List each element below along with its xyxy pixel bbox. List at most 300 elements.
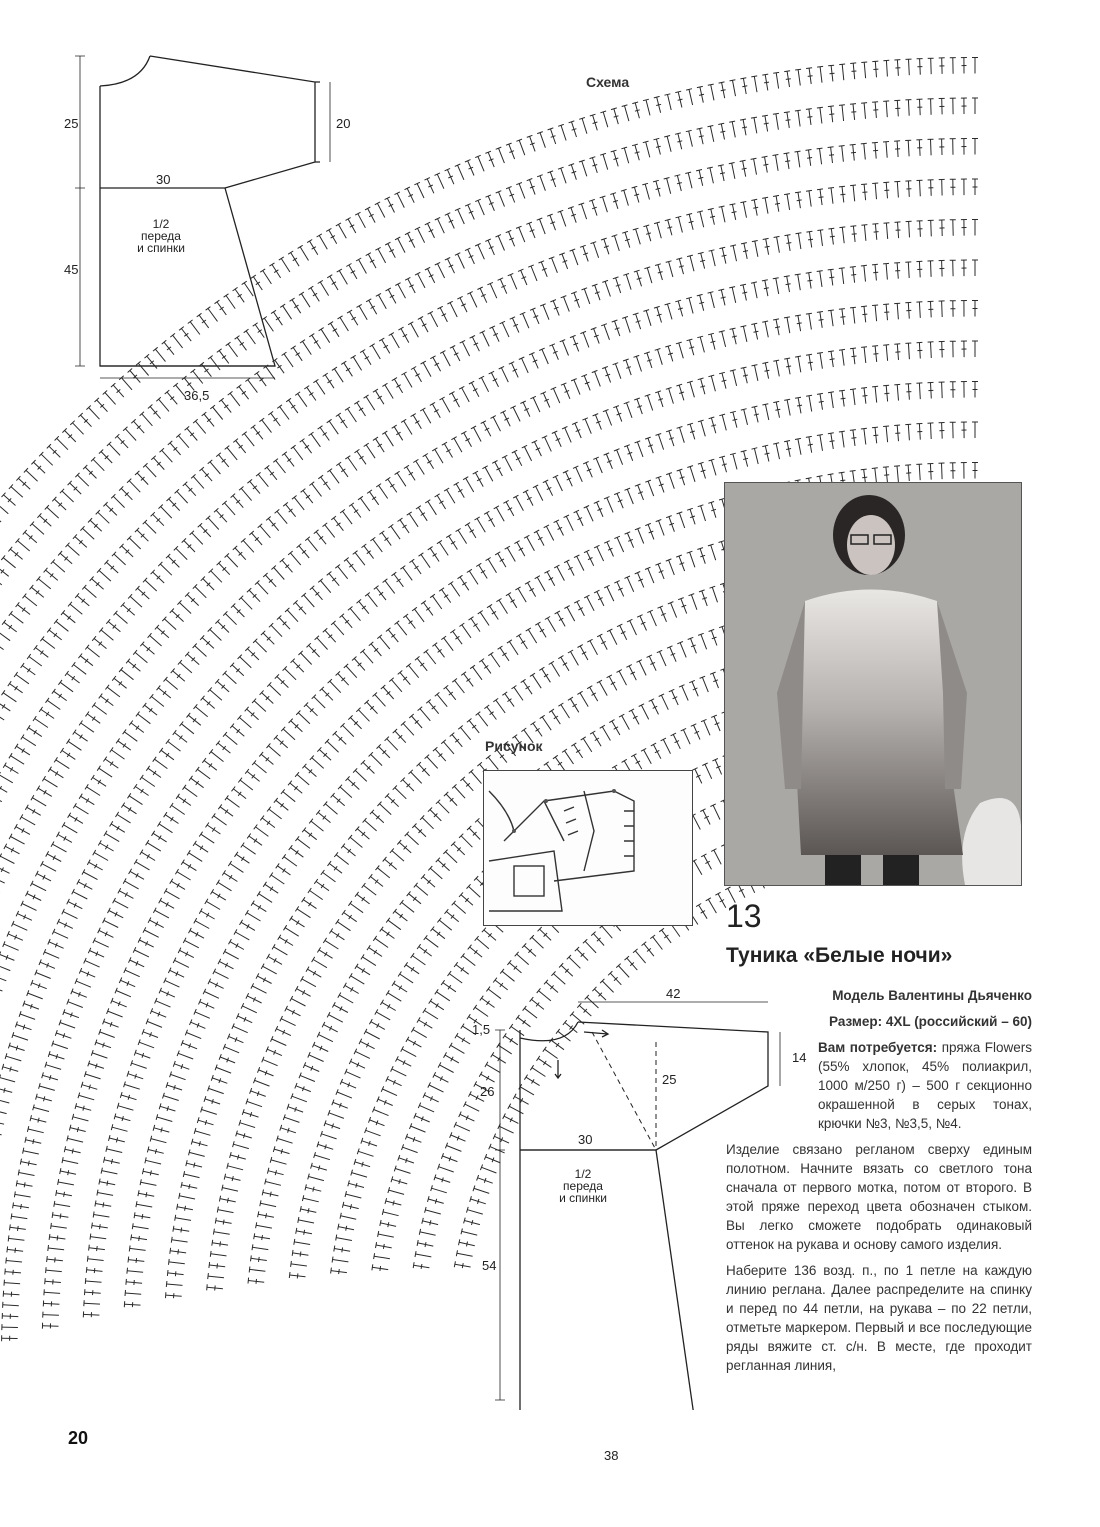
- stitch-top: [373, 437, 378, 440]
- stitch-top: [268, 411, 273, 415]
- stitch-mark: [117, 815, 131, 824]
- stitch-top: [138, 1190, 139, 1196]
- stitch-cross: [142, 1214, 143, 1219]
- stitch-cross: [336, 933, 339, 937]
- stitch-cross: [699, 302, 704, 303]
- stitch-top: [306, 967, 309, 972]
- stitch-mark: [327, 741, 339, 752]
- stitch-top: [265, 1179, 266, 1185]
- stitch-top: [417, 1240, 418, 1246]
- stitch-cross: [178, 1249, 179, 1254]
- stitch-top: [376, 1242, 377, 1248]
- stitch-mark: [63, 1160, 79, 1163]
- stitch-mark: [0, 975, 6, 981]
- stitch-mark: [931, 220, 932, 236]
- stitch-cross: [399, 986, 402, 990]
- stitch-top: [302, 1195, 303, 1201]
- stitch-mark: [155, 910, 169, 918]
- stitch-top: [374, 1253, 375, 1259]
- stitch-mark: [51, 1226, 67, 1228]
- stitch-mark: [385, 385, 393, 399]
- stitch-mark: [87, 647, 100, 657]
- stitch-mark: [931, 423, 932, 439]
- stitch-cross: [354, 510, 358, 513]
- stitch-mark: [311, 821, 324, 831]
- stitch-mark: [0, 775, 13, 783]
- stitch-mark: [366, 445, 375, 458]
- stitch-top: [129, 721, 133, 726]
- stitch-top: [817, 435, 823, 436]
- stitch-cross: [840, 317, 845, 318]
- stitch-cross: [711, 341, 716, 342]
- stitch-mark: [137, 1204, 153, 1207]
- stitch-mark: [404, 374, 412, 388]
- stitch-top: [872, 183, 878, 184]
- stitch-top: [54, 1201, 55, 1207]
- stitch-mark: [566, 516, 573, 530]
- stitch-mark: [411, 772, 422, 784]
- stitch-mark: [787, 317, 790, 333]
- stitch-mark: [690, 256, 694, 271]
- stitch-mark: [81, 723, 94, 732]
- stitch-top: [416, 506, 421, 509]
- stitch-top: [349, 973, 352, 978]
- stitch-top: [355, 964, 358, 969]
- stitch-top: [179, 1193, 180, 1199]
- stitch-top: [762, 321, 768, 322]
- stitch-mark: [481, 378, 488, 392]
- stitch-mark: [0, 784, 7, 792]
- stitch-top: [159, 898, 162, 903]
- stitch-top: [336, 1235, 337, 1241]
- stitch-mark: [496, 507, 504, 521]
- stitch-mark: [437, 694, 447, 706]
- stitch-top: [806, 231, 812, 232]
- stitch-top: [421, 601, 426, 605]
- stitch-mark: [43, 1315, 59, 1316]
- stitch-mark: [54, 1204, 70, 1207]
- stitch-mark: [56, 760, 69, 769]
- stitch-cross: [852, 356, 857, 357]
- stitch-mark: [776, 361, 779, 377]
- stitch-top: [419, 1229, 420, 1235]
- stitch-mark: [522, 358, 529, 373]
- stitch-cross: [229, 875, 232, 879]
- stitch-top: [441, 636, 446, 640]
- stitch-mark: [177, 491, 188, 503]
- stitch-cross: [304, 1230, 305, 1235]
- stitch-top: [199, 832, 202, 837]
- stitch-top: [806, 313, 812, 314]
- stitch-cross: [339, 1269, 340, 1274]
- stitch-mark: [415, 609, 425, 622]
- stitch-mark: [919, 383, 920, 399]
- stitch-top: [60, 1168, 61, 1174]
- stitch-mark: [864, 266, 866, 282]
- stitch-mark: [227, 798, 240, 808]
- stitch-mark: [820, 435, 823, 451]
- stitch-mark: [542, 717, 551, 730]
- stitch-top: [828, 269, 834, 270]
- stitch-top: [269, 873, 272, 878]
- stitch-mark: [397, 623, 407, 636]
- stitch-cross: [689, 221, 694, 222]
- stitch-mark: [195, 707, 207, 717]
- stitch-top: [441, 980, 445, 985]
- stitch-top: [323, 938, 326, 943]
- stitch-top: [247, 834, 251, 839]
- stitch-mark: [339, 995, 353, 1003]
- stitch-top: [496, 599, 501, 602]
- stitch-mark: [352, 1173, 367, 1178]
- stitch-mark: [125, 970, 140, 977]
- stitch-top: [883, 467, 889, 468]
- stitch-top: [181, 860, 184, 865]
- stitch-top: [708, 208, 714, 209]
- stitch-mark: [263, 1060, 278, 1066]
- stitch-top: [52, 689, 56, 694]
- stitch-top: [817, 312, 823, 313]
- stitch-cross: [80, 735, 83, 739]
- stitch-mark: [842, 227, 844, 243]
- stitch-mark: [269, 685, 281, 696]
- stitch-mark: [842, 268, 844, 284]
- stitch-mark: [514, 687, 523, 700]
- stitch-mark: [563, 341, 569, 356]
- stitch-cross: [55, 1257, 56, 1262]
- stitch-cross: [2, 704, 5, 708]
- stitch-top: [286, 398, 291, 402]
- stitch-top: [706, 898, 711, 901]
- stitch-mark: [531, 266, 537, 281]
- stitch-mark: [107, 687, 120, 697]
- small-piece-label-line1: 1/2: [152, 217, 170, 231]
- stitch-mark: [150, 636, 162, 647]
- stitch-mark: [73, 892, 87, 899]
- stitch-mark: [32, 798, 46, 806]
- stitch-top: [386, 918, 390, 923]
- stitch-top: [42, 776, 45, 781]
- stitch-cross: [266, 1213, 267, 1218]
- stitch-mark: [233, 1026, 248, 1033]
- stitch-top: [751, 199, 757, 200]
- stitch-top: [571, 743, 576, 746]
- stitch-top: [131, 1234, 132, 1240]
- stitch-top: [97, 1190, 98, 1196]
- stitch-mark: [255, 641, 266, 652]
- stitch-mark: [90, 1237, 106, 1239]
- stitch-top: [740, 284, 746, 285]
- stitch-top: [795, 274, 801, 275]
- stitch-top: [351, 355, 356, 358]
- stitch-top: [516, 634, 521, 637]
- stitch-top: [136, 712, 140, 717]
- stitch-top: [784, 317, 790, 318]
- stitch-top: [260, 1200, 261, 1206]
- stitch-cross: [38, 1118, 39, 1123]
- stitch-top: [817, 230, 823, 231]
- stitch-cross: [171, 817, 174, 821]
- stitch-cross: [111, 1159, 112, 1164]
- stitch-mark: [787, 194, 790, 210]
- stitch-mark: [478, 714, 488, 727]
- stitch-top: [353, 551, 358, 555]
- stitch-top: [709, 250, 715, 251]
- stitch-mark: [755, 241, 758, 257]
- stitch-mark: [576, 467, 583, 482]
- stitch-top: [218, 804, 222, 809]
- stitch-top: [349, 503, 354, 507]
- stitch-mark: [517, 954, 529, 965]
- stitch-mark: [402, 1049, 416, 1057]
- stitch-top: [578, 645, 583, 648]
- stitch-mark: [694, 861, 702, 875]
- stitch-mark: [646, 311, 651, 326]
- stitch-mark: [708, 899, 716, 913]
- stitch-mark: [138, 714, 151, 724]
- stitch-top: [140, 1179, 141, 1185]
- stitch-cross: [840, 194, 845, 195]
- stitch-mark: [809, 396, 812, 412]
- stitch-top: [475, 517, 480, 520]
- stitch-mark: [0, 1099, 9, 1103]
- stitch-cross: [862, 314, 867, 315]
- stitch-top: [309, 432, 314, 436]
- stitch-top: [146, 766, 149, 771]
- stitch-top: [242, 432, 247, 436]
- stitch-mark: [886, 426, 888, 442]
- stitch-top: [276, 863, 280, 868]
- stitch-top: [166, 739, 170, 744]
- stitch-mark: [469, 571, 478, 585]
- stitch-top: [850, 471, 856, 472]
- stitch-mark: [34, 1107, 50, 1111]
- stitch-mark: [364, 885, 377, 895]
- stitch-top: [125, 1290, 126, 1296]
- stitch-top: [362, 883, 366, 888]
- stitch-top: [345, 456, 350, 459]
- stitch-top: [506, 593, 511, 596]
- stitch-cross: [383, 1244, 384, 1249]
- stitch-mark: [42, 639, 55, 649]
- stitch-mark: [461, 836, 472, 847]
- stitch-top: [861, 347, 867, 348]
- stitch-mark: [553, 974, 565, 985]
- stitch-top: [329, 929, 332, 934]
- stitch-top: [540, 715, 545, 718]
- stitch-top: [817, 271, 823, 272]
- stitch-cross: [754, 414, 759, 415]
- stitch-top: [217, 1207, 218, 1213]
- stitch-top: [872, 264, 878, 265]
- stitch-top: [751, 323, 757, 324]
- stitch-cross: [27, 668, 30, 672]
- stitch-mark: [942, 463, 943, 479]
- stitch-cross: [700, 386, 705, 387]
- stitch-mark: [147, 1021, 162, 1027]
- stitch-top: [21, 735, 24, 740]
- stitch-top: [295, 392, 300, 396]
- stitch-mark: [454, 903, 466, 914]
- stitch-top: [526, 628, 531, 631]
- stitch-mark: [337, 922, 350, 931]
- stitch-top: [752, 241, 758, 242]
- stitch-mark: [491, 654, 500, 667]
- stitch-mark: [350, 608, 360, 620]
- stitch-mark: [265, 1182, 281, 1186]
- stitch-cross: [225, 810, 228, 814]
- stitch-top: [806, 354, 812, 355]
- stitch-top: [478, 611, 483, 614]
- stitch-mark: [0, 1131, 2, 1135]
- stitch-top: [209, 1262, 210, 1268]
- stitch-top: [850, 267, 856, 268]
- stitch-mark: [942, 382, 943, 398]
- stitch-top: [46, 1267, 47, 1273]
- stitch-mark: [820, 353, 822, 369]
- stitch-top: [806, 272, 812, 273]
- stitch-top: [9, 834, 12, 839]
- stitch-top: [240, 920, 243, 925]
- stitch-top: [89, 1245, 90, 1251]
- stitch-top: [321, 870, 325, 875]
- stitch-top: [142, 1168, 143, 1174]
- stitch-top: [488, 652, 493, 655]
- stitch-top: [134, 859, 137, 864]
- stitch-top: [476, 563, 481, 566]
- stitch-mark: [64, 825, 78, 833]
- stitch-top: [493, 978, 497, 983]
- stitch-top: [839, 472, 845, 473]
- stitch-top: [327, 469, 332, 473]
- stitch-mark: [309, 1177, 324, 1181]
- stitch-cross: [199, 1141, 200, 1146]
- stitch-mark: [691, 595, 697, 610]
- stitch-mark: [373, 539, 383, 552]
- stitch-mark: [429, 1085, 443, 1092]
- stitch-cross: [743, 458, 748, 459]
- stitch-mark: [107, 1149, 123, 1153]
- stitch-top: [619, 714, 624, 717]
- stitch-cross: [733, 419, 738, 420]
- stitch-mark: [637, 442, 643, 457]
- stitch-mark: [411, 1126, 426, 1132]
- stitch-mark: [798, 357, 801, 373]
- stitch-top: [145, 1157, 146, 1163]
- stitch-mark: [222, 1188, 238, 1192]
- stitch-top: [222, 1185, 223, 1191]
- stitch-mark: [360, 498, 369, 511]
- stitch-top: [795, 397, 801, 398]
- stitch-mark: [908, 424, 909, 440]
- stitch-mark: [319, 1035, 333, 1042]
- stitch-mark: [587, 597, 594, 611]
- stitch-mark: [256, 827, 269, 837]
- stitch-mark: [432, 1188, 447, 1193]
- stitch-cross: [830, 236, 835, 237]
- stitch-top: [467, 569, 472, 572]
- stitch-mark: [466, 478, 474, 492]
- stitch-cross: [786, 366, 791, 367]
- stitch-top: [440, 397, 445, 400]
- stitch-mark: [3, 1305, 19, 1306]
- stitch-mark: [502, 323, 509, 338]
- stitch-top: [456, 1250, 457, 1256]
- stitch-top: [415, 1251, 416, 1257]
- stitch-mark: [341, 1216, 357, 1220]
- stitch-mark: [679, 513, 684, 528]
- stitch-top: [27, 1126, 28, 1132]
- stitch-mark: [627, 577, 634, 592]
- stitch-mark: [669, 474, 674, 489]
- stitch-top: [386, 990, 389, 995]
- stitch-cross: [874, 232, 879, 233]
- stitch-top: [828, 474, 834, 475]
- stitch-mark: [125, 1293, 141, 1294]
- stitch-cross: [372, 497, 376, 500]
- stitch-top: [344, 558, 349, 562]
- stitch-cross: [175, 1271, 176, 1276]
- stitch-top: [245, 910, 248, 915]
- stitch-top: [85, 784, 88, 789]
- stitch-top: [420, 408, 425, 411]
- stitch-mark: [617, 537, 624, 552]
- stitch-top: [323, 373, 328, 376]
- stitch-mark: [639, 661, 646, 675]
- stitch-top: [213, 1229, 214, 1235]
- stitch-mark: [428, 501, 437, 515]
- stitch-mark: [348, 409, 357, 422]
- stitch-mark: [4, 944, 19, 950]
- stitch-mark: [532, 675, 541, 688]
- stitch-top: [718, 289, 724, 290]
- stitch-cross: [24, 1182, 25, 1187]
- stitch-mark: [501, 368, 508, 382]
- stitch-top: [392, 981, 395, 986]
- stitch-mark: [536, 486, 543, 500]
- stitch-mark: [421, 555, 430, 568]
- stitch-mark: [454, 786, 465, 798]
- stitch-mark: [507, 548, 515, 562]
- stitch-mark: [346, 1072, 361, 1079]
- stitch-mark: [104, 920, 118, 927]
- stitch-mark: [297, 839, 310, 849]
- stitch-mark: [754, 448, 758, 464]
- stitch-top: [261, 964, 264, 969]
- stitch-mark: [160, 564, 172, 575]
- stitch-cross: [122, 1116, 123, 1121]
- stitch-mark: [458, 530, 467, 544]
- stitch-mark: [439, 920, 451, 930]
- stitch-mark: [348, 457, 357, 470]
- stitch-mark: [488, 757, 498, 769]
- stitch-top: [295, 906, 298, 911]
- stitch-cross: [433, 554, 437, 557]
- stitch-mark: [159, 824, 172, 833]
- stitch-mark: [505, 457, 512, 471]
- stitch-top: [129, 1246, 130, 1252]
- stitch-mark: [181, 724, 194, 734]
- stitch-top: [622, 759, 627, 762]
- stitch-top: [87, 1256, 88, 1262]
- stitch-mark: [145, 522, 156, 533]
- stitch-top: [544, 570, 549, 573]
- stitch-top: [20, 1159, 21, 1165]
- stitch-cross: [819, 320, 824, 321]
- stitch-top: [254, 1233, 255, 1239]
- stitch-mark: [532, 937, 544, 948]
- stitch-top: [354, 401, 359, 404]
